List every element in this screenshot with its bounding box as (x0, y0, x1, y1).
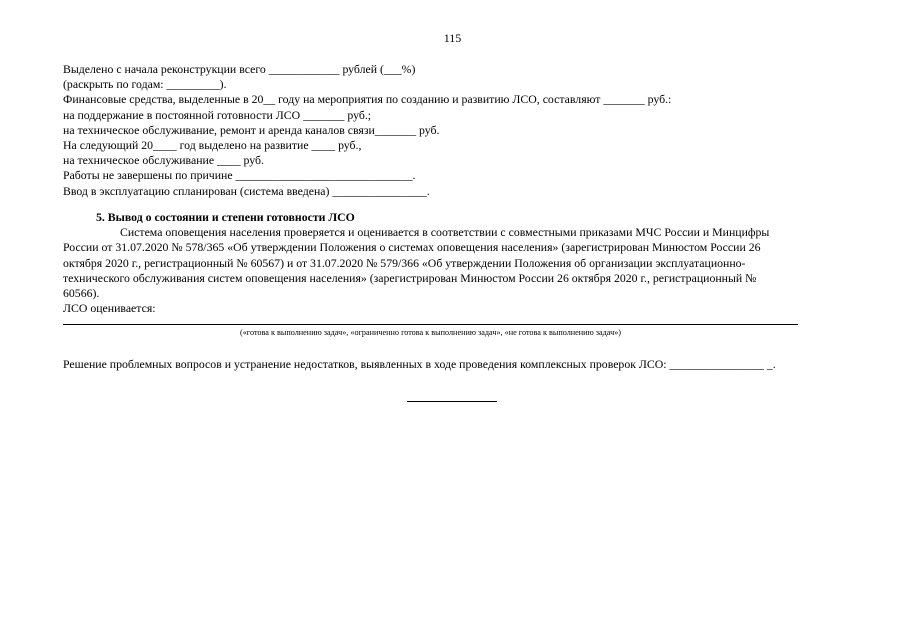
commissioning-line: Ввод в эксплуатацию спланирован (система введена) ________________. (63, 183, 430, 198)
assessment-label: ЛСО оценивается: (63, 301, 156, 316)
allocated-total-line: Выделено с начала реконструкции всего ____________ рублей (___%) (63, 62, 416, 76)
decision-line: Решение проблемных вопросов и устранение недостатков, выявленных в ходе проведения комплексных проверок ЛСО: ________________ _. (63, 357, 776, 371)
conclusion-section (63, 210, 853, 316)
financing-line: Финансовые средства, выделенные в 20__ году на мероприятия по созданию и развитию ЛСО, составляют _______ руб.: (63, 92, 672, 107)
maintenance-channels-line: на техническое обслуживание, ремонт и аренда каналов связи_______ руб. (63, 122, 440, 137)
rating-caption: («готова к выполнению задач», «ограниченно готова к выполнению задач», «не готова к выполнению задач») (239, 328, 622, 337)
readiness-maintenance-line: на поддержание в постоянной готовности ЛСО _______ руб.; (63, 107, 372, 122)
paragraph-line: Система оповещения населения проверяется и оценивается в соответствии с совместными приказами МЧС России и Минцифры (120, 225, 770, 240)
conclusion-paragraph (63, 225, 853, 301)
assessment-fill-line (63, 324, 798, 325)
works-unfinished-line: Работы не завершены по причине ______________________________. (63, 168, 416, 183)
page-number: 115 (443, 31, 462, 45)
paragraph-line: октября 2020 г., регистрационный № 60567) и от 31.07.2020 № 579/366 «Об утверждении Положения об организации эксплуатационно- (63, 255, 746, 270)
paragraph-line: 60566). (63, 286, 100, 301)
paragraph-line: России от 31.07.2020 № 578/365 «Об утверждении Положения о системах оповещения населения» (зарегистрирован Минюстом России 26 (63, 240, 761, 255)
next-year-maintenance-line: на техническое обслуживание ____ руб. (63, 153, 264, 168)
financing-block (63, 62, 853, 199)
next-year-development-line: На следующий 20____ год выделено на развитие ____ руб., (63, 138, 362, 153)
section-title: 5. Вывод о состоянии и степени готовности ЛСО (96, 210, 355, 224)
by-years-line: (раскрыть по годам: _________). (63, 77, 227, 92)
paragraph-line: технического обслуживания систем оповещения населения» (зарегистрирован Минюстом России 26 октября 2020 г., регистрационный № (63, 270, 757, 285)
end-divider (407, 401, 497, 402)
